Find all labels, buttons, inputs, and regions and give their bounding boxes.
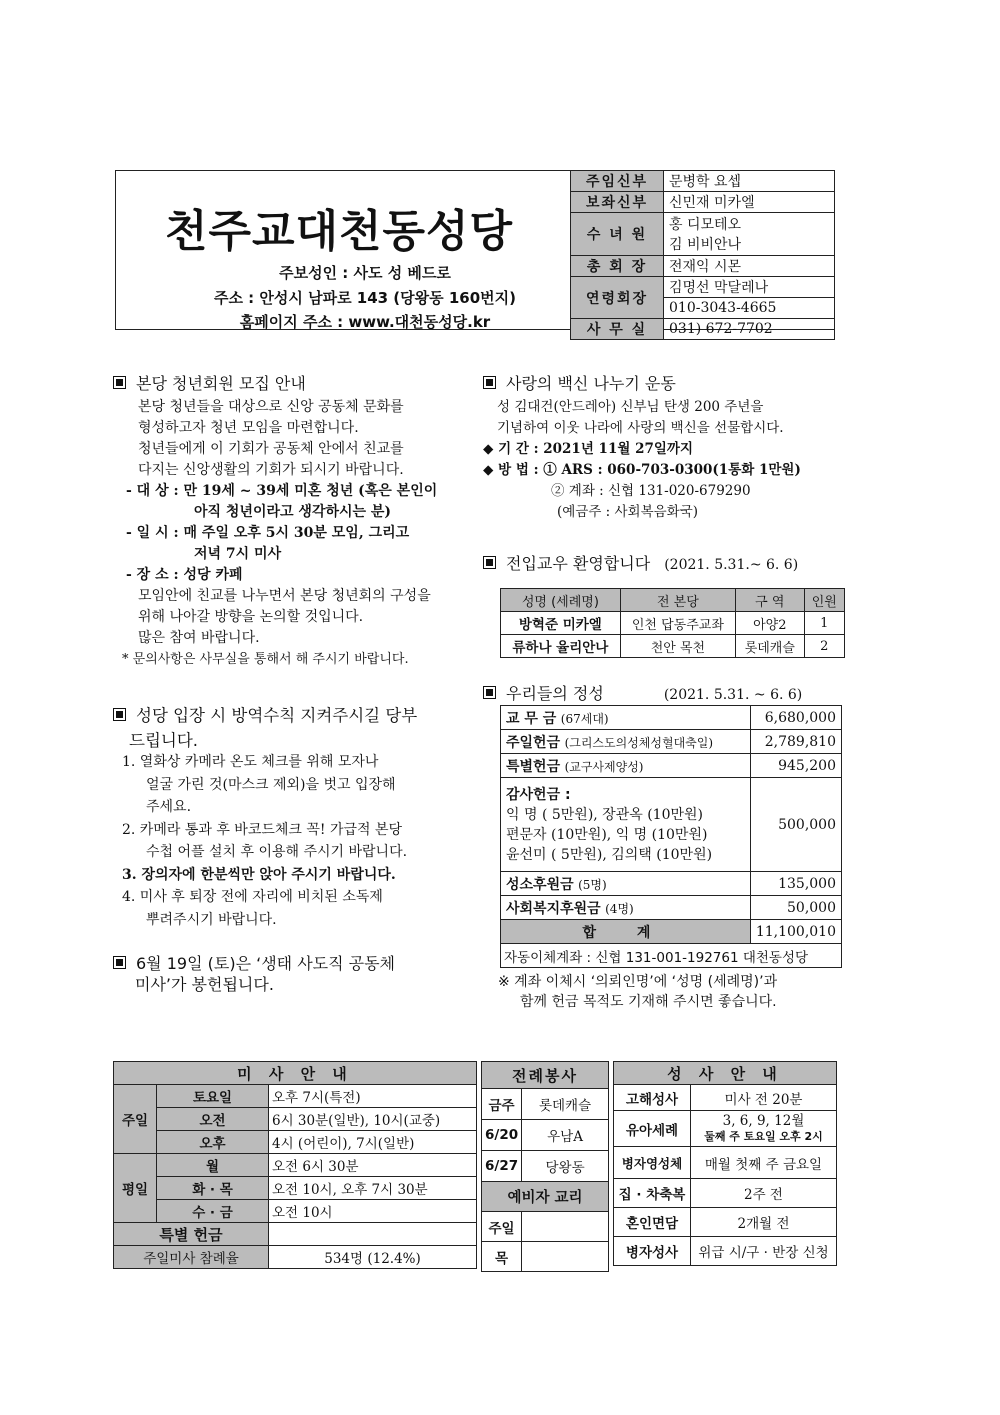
sacrament-value: 2주 전 xyxy=(691,1179,837,1208)
table-cell: 감사헌금 : 익 명 ( 5만원), 장관옥 (10만원) 편문자 (10만원), 익 명 (10만원) 윤선미 ( 5만원), 김의택 (10만원) xyxy=(501,778,751,872)
liturgy-area: 당왕동 xyxy=(522,1151,609,1182)
sacrament-label: 고해성사 xyxy=(614,1085,691,1111)
square-bullet-icon xyxy=(483,686,496,699)
account-row xyxy=(501,944,842,968)
liturgy-area: 우남A xyxy=(522,1120,609,1151)
youth-section-title: 본당 청년회원 모집 안내 xyxy=(113,371,306,394)
table-cell: 945,200 xyxy=(750,754,841,778)
sacrament-value: 미사 전 20분 xyxy=(691,1085,837,1111)
text-line: 얼굴 가린 것(마스크 제외)을 벗고 입장해 xyxy=(146,776,396,793)
text-line: 형성하고자 청년 모임을 마련합니다. xyxy=(138,420,359,436)
transfer-period: (2021. 5.31.~ 6. 6) xyxy=(664,557,799,573)
table-header: 구 역 xyxy=(736,589,805,612)
mass-schedule-table xyxy=(113,1061,477,1269)
table-cell: 주일헌금 (그리스도의성체성혈대축일) xyxy=(501,730,751,754)
text-line: 본당 청년들을 대상으로 신앙 공동체 문화를 xyxy=(138,399,404,415)
table-cell: 천안 목천 xyxy=(620,635,735,658)
sister-2: 김 비비안나 xyxy=(669,237,742,253)
text-line: 수첩 어플 설치 후 이용해 주시기 바랍니다. xyxy=(146,844,408,860)
mass-time: 4시 (어린이), 7시(일반) xyxy=(269,1131,477,1154)
table-cell: 500,000 xyxy=(750,778,841,872)
table-cell: 자동이체계좌 : 신협 131-001-192761 대천동성당 xyxy=(501,944,842,968)
patron-saint: 주보성인 : 사도 성 베드로 xyxy=(279,264,451,282)
sacrament-value: 3, 6, 9, 12월 둘째 주 토요일 오후 2시 xyxy=(691,1111,837,1147)
text-line: 4. 미사 후 퇴장 전에 자리에 비치된 소독제 xyxy=(122,889,383,905)
total-row xyxy=(501,920,842,944)
eco-mass-notice: 6월 19일 (토)은 ‘생태 사도직 공동체 미사’가 봉헌됩니다. xyxy=(113,953,395,995)
sacrament-label: 혼인면담 xyxy=(614,1208,691,1237)
staff-value xyxy=(664,213,835,256)
staff-value: 전재익 시몬 xyxy=(664,256,835,277)
liturgy-week: 금주 xyxy=(482,1089,522,1120)
text-line: 2. 카메라 통과 후 바코드체크 꼭! 가급적 본당 xyxy=(122,821,403,838)
text-line: 주세요. xyxy=(146,799,192,815)
attendance-label: 주일미사 참례율 xyxy=(114,1246,269,1269)
mass-title: 미 사 안 내 xyxy=(114,1062,477,1085)
liturgy-week: 6/20 xyxy=(482,1120,522,1151)
table-row xyxy=(501,872,842,896)
table-cell: 사회복지후원금 (4명) xyxy=(501,896,751,920)
table-row xyxy=(501,754,842,778)
table-cell: 1 xyxy=(804,612,844,635)
sacrament-value: 매월 첫째 주 금요일 xyxy=(691,1147,837,1179)
table-cell: 교 무 금 (67세대) xyxy=(501,706,751,730)
table-cell: 11,100,010 xyxy=(750,920,841,944)
square-bullet-icon xyxy=(483,556,496,569)
text-line: * 문의사항은 사무실을 통해서 해 주시기 바랍니다. xyxy=(122,652,409,667)
text-line: 저녁 7시 미사 xyxy=(194,546,282,562)
church-title: 천주교대천동성당 xyxy=(165,206,514,257)
staff-value: 김명선 막달레나 xyxy=(664,277,835,298)
table-row xyxy=(501,778,842,872)
table-cell: 135,000 xyxy=(750,872,841,896)
table-cell: 2 xyxy=(804,635,844,658)
text-line: 3. 장의자에 한분씩만 앉아 주시기 바랍니다. xyxy=(122,866,396,883)
square-bullet-icon xyxy=(113,708,126,721)
table-row xyxy=(501,612,845,635)
staff-label: 수 녀 원 xyxy=(571,213,664,256)
table-header: 인원 xyxy=(804,589,844,612)
square-bullet-icon xyxy=(483,376,496,389)
text-line: ② 계좌 : 신협 131-020-679290 xyxy=(551,483,751,499)
offering-period: (2021. 5.31. ~ 6. 6) xyxy=(663,687,803,703)
table-cell: 인천 답동주교좌 xyxy=(620,612,735,635)
mass-time: 오전 10시 xyxy=(269,1200,477,1223)
text-line: (예금주 : 사회복음화국) xyxy=(557,504,699,520)
sacrament-label: 집 · 차축복 xyxy=(614,1179,691,1208)
table-header: 전 본당 xyxy=(620,589,735,612)
mass-time: 오후 7시(특전) xyxy=(269,1085,477,1108)
sacrament-table xyxy=(613,1061,837,1266)
liturgy-title: 전례봉사 xyxy=(482,1062,609,1089)
table-row xyxy=(501,730,842,754)
sacrament-value: 2개월 전 xyxy=(691,1208,837,1237)
vaccine-body xyxy=(483,397,843,523)
mass-day: 오전 xyxy=(157,1108,269,1131)
text-line: 1. 열화상 카메라 온도 체크를 위해 모자나 xyxy=(122,754,379,770)
text-line: ◆ 기 간 : 2021년 11월 27일까지 xyxy=(483,441,693,457)
homepage: 홈페이지 주소 : www.대천동성당.kr xyxy=(239,313,491,331)
special-offering-value xyxy=(269,1223,477,1246)
text-line: ◆ 방 법 : ① ARS : 060-703-0300(1통화 1만원) xyxy=(483,462,801,478)
table-cell: 성소후원금 (5명) xyxy=(501,872,751,896)
text-line: 성 김대건(안드레아) 신부님 탄생 200 주년을 xyxy=(497,399,764,415)
text-line: 위해 나아갈 방향을 논의할 것입니다. xyxy=(138,609,364,625)
table-row xyxy=(501,706,842,730)
offering-section-title: 우리들의 정성 (2021. 5.31. ~ 6. 6) xyxy=(483,681,802,704)
text-line: 모임안에 친교를 나누면서 본당 청년회의 구성을 xyxy=(138,588,431,604)
table-cell: 50,000 xyxy=(750,896,841,920)
table-row xyxy=(501,896,842,920)
offering-note: ※ 계좌 이체시 ‘의뢰인명’에 ‘성명 (세례명)’과 함께 헌금 목적도 기재해 주시면 좋습니다. xyxy=(498,974,778,1010)
covid-section-title: 성당 입장 시 방역수칙 지켜주시길 당부 드립니다. xyxy=(113,703,417,753)
text-line: - 장 소 : 성당 카페 xyxy=(126,567,243,583)
address: 주소 : 안성시 남파로 143 (당왕동 160번지) xyxy=(213,289,517,307)
mass-time: 오전 10시, 오후 7시 30분 xyxy=(269,1177,477,1200)
table-cell: 합 계 xyxy=(501,920,751,944)
text-line: 청년들에게 이 기회가 공동체 안에서 친교를 xyxy=(138,441,404,457)
staff-value: 010-3043-4665 xyxy=(664,298,835,319)
youth-body xyxy=(118,397,463,670)
text-line: - 일 시 : 매 주일 오후 5시 30분 모임, 그리고 xyxy=(126,525,410,541)
catechism-title: 예비자 교리 xyxy=(482,1182,609,1212)
staff-value: 신민재 미카엘 xyxy=(664,192,835,213)
table-cell: 류하나 율리안나 xyxy=(501,635,621,658)
table-cell: 방혁준 미카엘 xyxy=(501,612,621,635)
text-line: 다지는 신앙생활의 기회가 되시기 바랍니다. xyxy=(138,462,404,478)
text-line: 뿌려주시기 바랍니다. xyxy=(146,911,277,928)
mass-group-label: 주일 xyxy=(114,1085,157,1154)
staff-label: 보좌신부 xyxy=(571,192,664,213)
special-offering-label: 특별 헌금 xyxy=(114,1223,269,1246)
mass-time: 6시 30분(일반), 10시(교중) xyxy=(269,1108,477,1131)
table-cell: 6,680,000 xyxy=(750,706,841,730)
transfer-section-title: 전입교우 환영합니다 (2021. 5.31.~ 6. 6) xyxy=(483,551,798,574)
catechism-value xyxy=(522,1212,609,1242)
text-line: 아직 청년이라고 생각하시는 분) xyxy=(194,504,392,520)
sister-1: 홍 디모테오 xyxy=(669,217,742,233)
sacrament-title: 성 사 안 내 xyxy=(614,1062,837,1085)
mass-time: 오전 6시 30분 xyxy=(269,1154,477,1177)
table-cell: 아양2 xyxy=(736,612,805,635)
staff-label: 총 회 장 xyxy=(571,256,664,277)
text-line: 기념하여 이웃 나라에 사랑의 백신을 선물합시다. xyxy=(497,420,784,436)
liturgy-area: 롯데캐슬 xyxy=(522,1089,609,1120)
staff-label: 주임신부 xyxy=(571,171,664,192)
catechism-day: 목 xyxy=(482,1242,522,1272)
vaccine-section-title: 사랑의 백신 나누기 운동 xyxy=(483,371,676,394)
sacrament-label: 유아세례 xyxy=(614,1111,691,1147)
sacrament-label: 병자성사 xyxy=(614,1237,691,1266)
mass-group-label: 평일 xyxy=(114,1154,157,1223)
mass-day: 토요일 xyxy=(157,1085,269,1108)
staff-value: 문병학 요셉 xyxy=(664,171,835,192)
sacrament-value: 위급 시/구 · 반장 신청 xyxy=(691,1237,837,1266)
attendance-value: 534명 (12.4%) xyxy=(269,1246,477,1269)
sacrament-label: 병자영성체 xyxy=(614,1147,691,1179)
staff-table xyxy=(570,170,835,340)
catechism-value xyxy=(522,1242,609,1272)
text-line: 많은 참여 바랍니다. xyxy=(138,630,260,646)
table-cell: 특별헌금 (교구사제양성) xyxy=(501,754,751,778)
square-bullet-icon xyxy=(113,376,126,389)
covid-body xyxy=(122,751,467,931)
table-cell: 2,789,810 xyxy=(750,730,841,754)
staff-label: 사 무 실 xyxy=(571,319,664,340)
liturgy-table xyxy=(481,1061,609,1272)
mass-day: 오후 xyxy=(157,1131,269,1154)
mass-day: 화 · 목 xyxy=(157,1177,269,1200)
staff-label: 연령회장 xyxy=(571,277,664,319)
mass-day: 월 xyxy=(157,1154,269,1177)
catechism-day: 주일 xyxy=(482,1212,522,1242)
text-line: - 대 상 : 만 19세 ~ 39세 미혼 청년 (혹은 본인이 xyxy=(126,483,438,499)
liturgy-week: 6/27 xyxy=(482,1151,522,1182)
table-cell: 롯데캐슬 xyxy=(736,635,805,658)
offering-table xyxy=(500,705,842,968)
table-row xyxy=(501,635,845,658)
table-header: 성명 (세례명) xyxy=(501,589,621,612)
transfer-table xyxy=(500,588,845,658)
mass-day: 수 · 금 xyxy=(157,1200,269,1223)
staff-value: 031) 672-7702 xyxy=(664,319,835,340)
square-bullet-icon xyxy=(113,956,126,969)
